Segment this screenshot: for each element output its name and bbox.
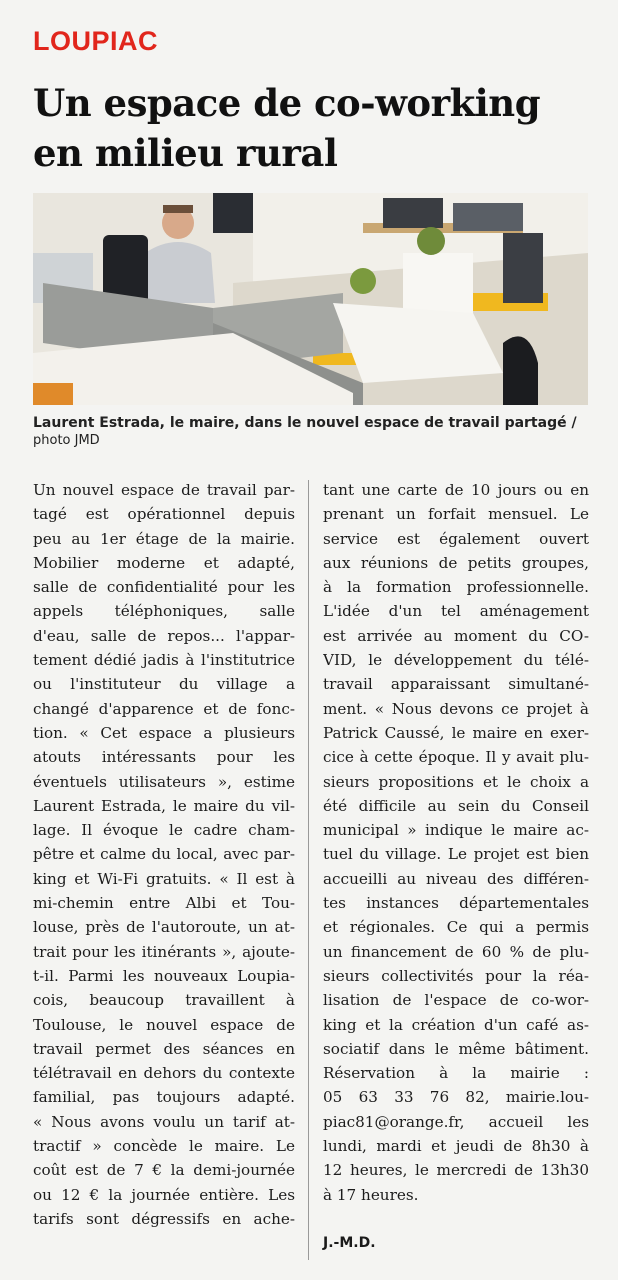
article-line: télétravail en dehors du contexte [33,1064,295,1083]
article-line: ou 12 € la journée entière. Les [33,1185,295,1204]
article-line: éventuels utilisateurs », estime [33,772,295,791]
article-column-right [323,478,589,1207]
article-line: sociatif dans le même bâtiment. [323,1039,589,1058]
article-line: trait pour les itinérants », ajoute- [33,942,295,961]
article-line: atouts intéressants pour les [33,748,295,767]
article-line: un financement de 60 % de plu- [323,942,589,961]
photo-caption [33,414,593,450]
article-line: cice à cette époque. Il y avait plu- [323,748,589,767]
article-line: mi-chemin entre Albi et Tou- [33,894,295,913]
article-line: lage. Il évoque le cadre cham- [33,821,295,840]
article-line: Laurent Estrada, le maire du vil- [33,796,295,815]
article-line: VID, le développement du télé- [323,651,589,670]
column-divider [308,480,309,1260]
article-line: appels téléphoniques, salle [33,602,295,621]
article-line: changé d'apparence et de fonc- [33,699,295,718]
article-line: sieurs collectivités pour la réa- [323,966,589,985]
article-line: L'idée d'un tel aménagement [323,602,589,621]
article-line: tagé est opérationnel depuis [33,505,295,524]
article-line: pêtre et calme du local, avec par- [33,845,295,864]
article-line: louse, près de l'autoroute, un at- [33,918,295,937]
article-line: coût est de 7 € la demi-journée [33,1161,295,1180]
article-line: familial, pas toujours adapté. [33,1088,295,1107]
article-line: Mobilier moderne et adapté, [33,553,295,572]
article-line: lundi, mardi et jeudi de 8h30 à [323,1137,589,1156]
article-line: cois, beaucoup travaillent à [33,991,295,1010]
article-line: service est également ouvert [323,529,589,548]
article-line: 12 heures, le mercredi de 13h30 [323,1161,589,1180]
article-line: lisation de l'espace de co-wor- [323,991,589,1010]
caption-text: Laurent Estrada, le maire, dans le nouvel espace de travail partagé / [33,415,577,431]
article-line: à la formation professionnelle. [323,578,589,597]
article-line: et régionales. Ce qui a permis [323,918,589,937]
headline-line-1: Un espace de co-working [33,81,541,125]
article-line: tarifs sont dégressifs en ache- [33,1209,295,1228]
article-line: t-il. Parmi les nouveaux Loupia- [33,966,295,985]
article-line: « Nous avons voulu un tarif at- [33,1112,295,1131]
author-signature: J.-M.D. [323,1235,376,1251]
article-line: salle de confidentialité pour les [33,578,295,597]
article-line: Un nouvel espace de travail par- [33,481,295,499]
article-line: tes instances départementales [323,894,589,913]
article-line: Réservation à la mairie : [323,1064,589,1083]
article-line: Toulouse, le nouvel espace de [33,1015,295,1034]
headline-line-2: en milieu rural [33,131,338,175]
article-line: sieurs propositions et le choix a [323,772,589,791]
article-line: aux réunions de petits groupes, [323,553,589,572]
article-line: municipal » indique le maire ac- [323,821,589,840]
article-line: est arrivée au moment du CO- [323,626,589,645]
article-line: travail apparaissant simultané- [323,675,589,694]
article-line: tant une carte de 10 jours ou en [323,481,589,499]
article-line: d'eau, salle de repos... l'appar- [33,626,295,645]
coworking-office-photo [33,193,588,405]
article-line: piac81@orange.fr, accueil les [323,1112,589,1131]
article-line: king et Wi-Fi gratuits. « Il est à [33,869,295,888]
article-line: accueilli au niveau des différen- [323,869,589,888]
article-line: tion. « Cet espace a plusieurs [33,723,295,742]
article-line: ou l'instituteur du village a [33,675,295,694]
article-line: été difficile au sein du Conseil [323,796,589,815]
article-line: à 17 heures. [323,1185,419,1204]
article-line: 05 63 33 76 82, mairie.lou- [323,1088,589,1107]
article-line: tuel du village. Le projet est bien [323,845,589,864]
article-line: Patrick Caussé, le maire en exer- [323,723,589,742]
article-column-left [33,478,295,1231]
headline [33,78,603,178]
article-line: king et la création d'un café as- [323,1015,589,1034]
article-line: prenant un forfait mensuel. Le [323,505,589,524]
article-line: travail permet des séances en [33,1039,295,1058]
article-line: tement dédié jadis à l'institutrice [33,651,295,670]
article-line: tractif » concède le maire. Le [33,1137,295,1156]
photo-credit: photo JMD [33,433,100,448]
article-line: peu au 1er étage de la mairie. [33,529,295,548]
article-line: ment. « Nous devons ce projet à [323,699,589,718]
article-photo [33,193,588,405]
section-kicker: LOUPIAC [33,26,158,56]
